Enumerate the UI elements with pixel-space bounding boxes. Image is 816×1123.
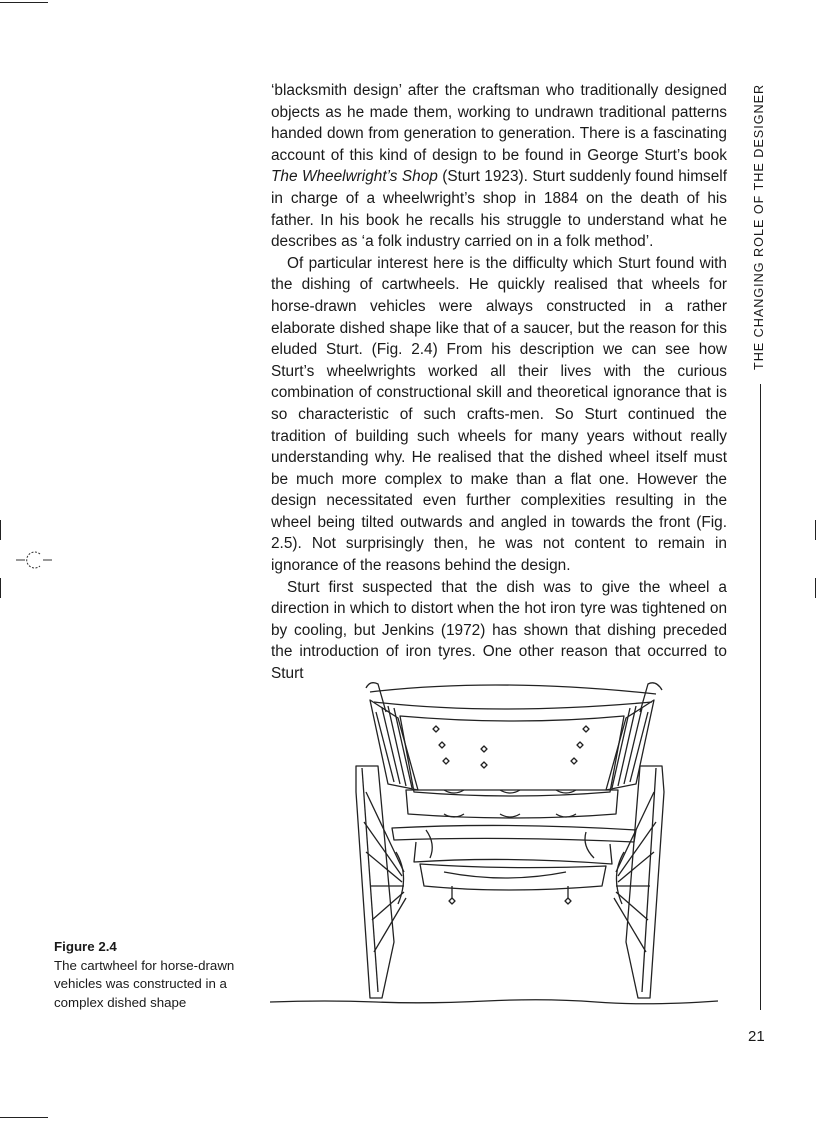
crop-mark-top-left xyxy=(0,2,48,3)
registration-mark-icon xyxy=(16,548,52,572)
body-text xyxy=(271,80,727,685)
cart-illustration xyxy=(266,672,728,1010)
paragraph-3: Sturt first suspected that the dish was to give the wheel a direction in which to distort when the hot iron tyre was tightened on by cooling, but Jenkins (1972) has shown that dishing preceded the introduction of iron tyres. One other reason that occurred to Sturt xyxy=(271,578,727,683)
figure-caption-text: The cartwheel for horse-drawn vehicles was constructed in a complex dished shape xyxy=(54,957,235,1010)
figure-label: Figure 2.4 xyxy=(54,939,117,954)
paragraph-1 xyxy=(271,80,727,253)
running-head-rule xyxy=(760,384,761,1010)
book-title: The Wheelwright’s Shop xyxy=(271,168,438,186)
cart-drawing-icon xyxy=(266,672,728,1010)
page-number: 21 xyxy=(748,1028,765,1045)
running-head-text: THE CHANGING ROLE OF THE DESIGNER xyxy=(752,83,766,370)
paragraph-1-text: ‘blacksmith design’ after the craftsman who traditionally designed objects as he made them, working to undrawn traditional patterns handed down from generation to generation. There is a fascinating account of this kind of design to be found in George Sturt’s book xyxy=(271,82,727,164)
crop-mark-left-mid-bottom xyxy=(0,578,1,598)
paragraph-1-tail: (Sturt 1923). Sturt suddenly found himself in charge of a wheelwright’s shop in 1884 on the death of his father. In his book he recalls his struggle to understand what he describes as ‘a folk industry carried on in a folk method’. xyxy=(271,168,727,251)
paragraph-2: Of particular interest here is the difficulty which Sturt found with the dishing of cartwheels. He quickly realised that wheels for horse-drawn vehicles were always constructed in a rather elaborate dished shape like that of a saucer, but the reason for this eluded Sturt. (Fig. 2.4) From his description we can see how Sturt’s wheelwrights worked all their lives with the curious combination of constructional skill and theoretical ignorance that is so characteristic of such crafts-men. So Sturt continued the tradition of building such wheels for many years without really understanding why. He realised that the dished wheel itself must be much more complex to make than a flat one. However the design necessitated even further complexities resulting in the wheel being tilted outwards and angled in towards the front (Fig. 2.5). Not surprisingly then, he was not content to remain in ignorance of the reasons behind the design. xyxy=(271,254,727,575)
crop-mark-left-mid-top xyxy=(0,520,1,540)
figure-caption xyxy=(54,938,254,1012)
crop-mark-bottom-left xyxy=(0,1117,48,1118)
